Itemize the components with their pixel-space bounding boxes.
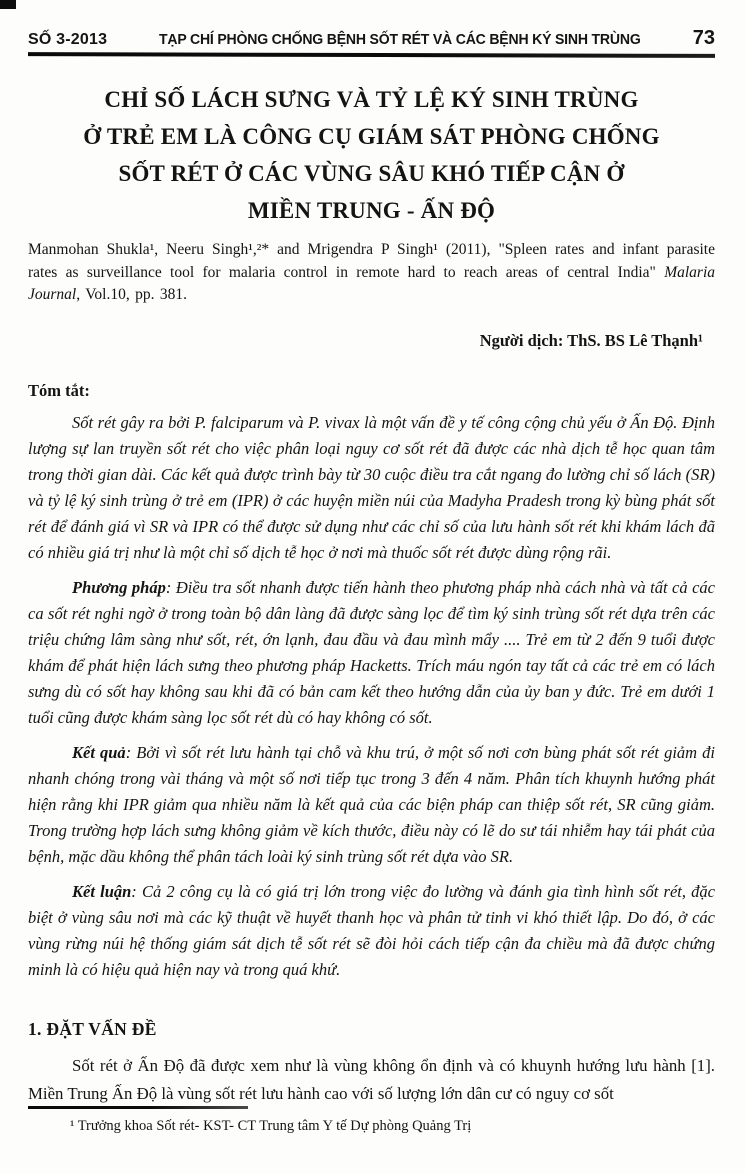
abstract-paragraph-background: Sốt rét gây ra bởi P. falciparum và P. vivax là một vấn đề y tế công cộng chủ yếu ở Ấn Độ. Định lượng sự lan truyền sốt rét cho việc phân loại nguy cơ sốt rét đã được các nhà dịch tễ học quan tâm trong thời gian dài. Các kết quả được trình bày từ 30 cuộc điều tra cắt ngang đo lường chỉ số lách (SR) và tỷ lệ ký sinh trùng ở trẻ em (IPR) ở các huyện miền núi của Madyha Pradesh trong kỳ bùng phát sốt rét để đánh giá vì SR và IPR có thể được sử dụng như các chỉ số của lưu hành sốt rét khi khám lách đã có nhiều giá trị như là một chỉ số dịch tễ học ở nơi mà thuốc sốt rét được dùng rộng rãi.	[28, 412, 715, 562]
translator-credit: Người dịch: ThS. BS Lê Thạnh¹	[479, 330, 703, 350]
footnote-block	[28, 1106, 508, 1135]
title-line-3: SỐT RÉT Ở CÁC VÙNG SÂU KHÓ TIẾP CẬN Ở	[118, 161, 625, 186]
citation-authors: Manmohan Shukla¹, Neeru Singh¹,²* and Mrigendra P Singh¹ (2011), "Spleen rates and infant parasite rates as surveillance tool for malaria control in remote hard to reach areas of central India"	[28, 241, 715, 281]
citation-volume-pages: , Vol.10, pp. 381.	[76, 286, 187, 303]
methods-label: Phương pháp	[72, 577, 166, 597]
citation-journal-name: Malaria Journal	[28, 263, 715, 303]
journal-title: TẠP CHÍ PHÒNG CHỐNG BỆNH SỐT RÉT VÀ CÁC BỆNH KÝ SINH TRÙNG	[159, 32, 641, 48]
header-divider-rule	[28, 52, 715, 58]
title-line-1: CHỈ SỐ LÁCH SƯNG VÀ TỶ LỆ KÝ SINH TRÙNG	[104, 87, 639, 112]
results-label: Kết quả	[72, 742, 126, 762]
methods-text: : Điều tra sốt nhanh được tiến hành theo phương pháp nhà cách nhà và tất cả các ca sốt rét nghi ngờ ở trong toàn bộ dân làng đã được sàng lọc để tìm ký sinh trùng sốt rét dựa trên các triệu chứng lâm sàng như sốt, rét, ớn lạnh, đau đầu và đau mình mẩy .... Trẻ em từ 2 đến 9 tuổi được khám để phát hiện lách sưng theo phương pháp Hacketts. Trích máu ngón tay tất cả các trẻ em có lách sưng dù có sốt hay không sau khi đã có bản cam kết theo hướng dẫn của ủy ban y đức. Trẻ em dưới 1 tuổi cũng được khám sàng lọc sốt rét dù có hay không có sốt.	[28, 577, 715, 727]
title-line-2: Ở TRẺ EM LÀ CÔNG CỤ GIÁM SÁT PHÒNG CHỐNG	[83, 124, 660, 149]
abstract-paragraph-conclusion	[28, 879, 715, 983]
conclusion-text: : Cả 2 công cụ là có giá trị lớn trong việc đo lường và đánh gia tình hình sốt rét, đặc biệt ở vùng sâu nơi mà các kỹ thuật về huyết thanh học và phân tử tinh vi khó thiết lập. Do đó, ở các vùng rừng núi hệ thống giám sát dịch tễ sốt rét sẽ đòi hỏi cách tiếp cận đa chiều mà đã được chứng minh là có hiệu quả hiện nay và trong quá khứ.	[28, 881, 715, 979]
page-number: 73	[692, 27, 715, 49]
running-header	[28, 27, 715, 50]
section-1-heading: 1. ĐẶT VẤN ĐỀ	[28, 1018, 157, 1039]
scan-artifact-mark	[0, 0, 16, 9]
footnote-text: ¹ Trưởng khoa Sốt rét- KST- CT Trung tâm Y tế Dự phòng Quảng Trị	[70, 1118, 472, 1134]
title-line-4: MIỀN TRUNG - ẤN ĐỘ	[247, 198, 496, 223]
results-text: : Bởi vì sốt rét lưu hành tại chỗ và khu trú, ở một số nơi cơn bùng phát sốt rét giảm đi nhanh chóng trong vài tháng và một số nơi tiếp tục trong 3 đến 4 năm. Phân tích khuynh hướng phát hiện rằng khi IPR giảm qua nhiều năm là kết quả của các biện pháp can thiệp sốt rét, SR cũng giảm. Trong trường hợp lách sưng không giảm về kích thước, điều này có lẽ do sư tái nhiễm hay tái phát của bệnh, mặc dầu không thể phân tách loài ký sinh trùng sốt rét dựa vào SR.	[28, 742, 715, 866]
abstract-heading: Tóm tắt:	[28, 380, 90, 400]
footnote-divider-rule	[28, 1106, 248, 1109]
section-1-paragraph: Sốt rét ở Ấn Độ đã được xem như là vùng không ổn định và có khuynh hướng lưu hành [1]. Miền Trung Ấn Độ là vùng sốt rét lưu hành cao với số lượng lớn dân cư có nguy cơ sốt	[28, 1055, 715, 1103]
abstract-paragraph-results	[28, 740, 715, 870]
source-citation	[28, 239, 715, 307]
issue-number: SỐ 3-2013	[28, 31, 108, 48]
abstract-paragraph-methods	[28, 575, 715, 731]
article-title	[28, 81, 715, 229]
conclusion-label: Kết luận	[72, 881, 132, 901]
